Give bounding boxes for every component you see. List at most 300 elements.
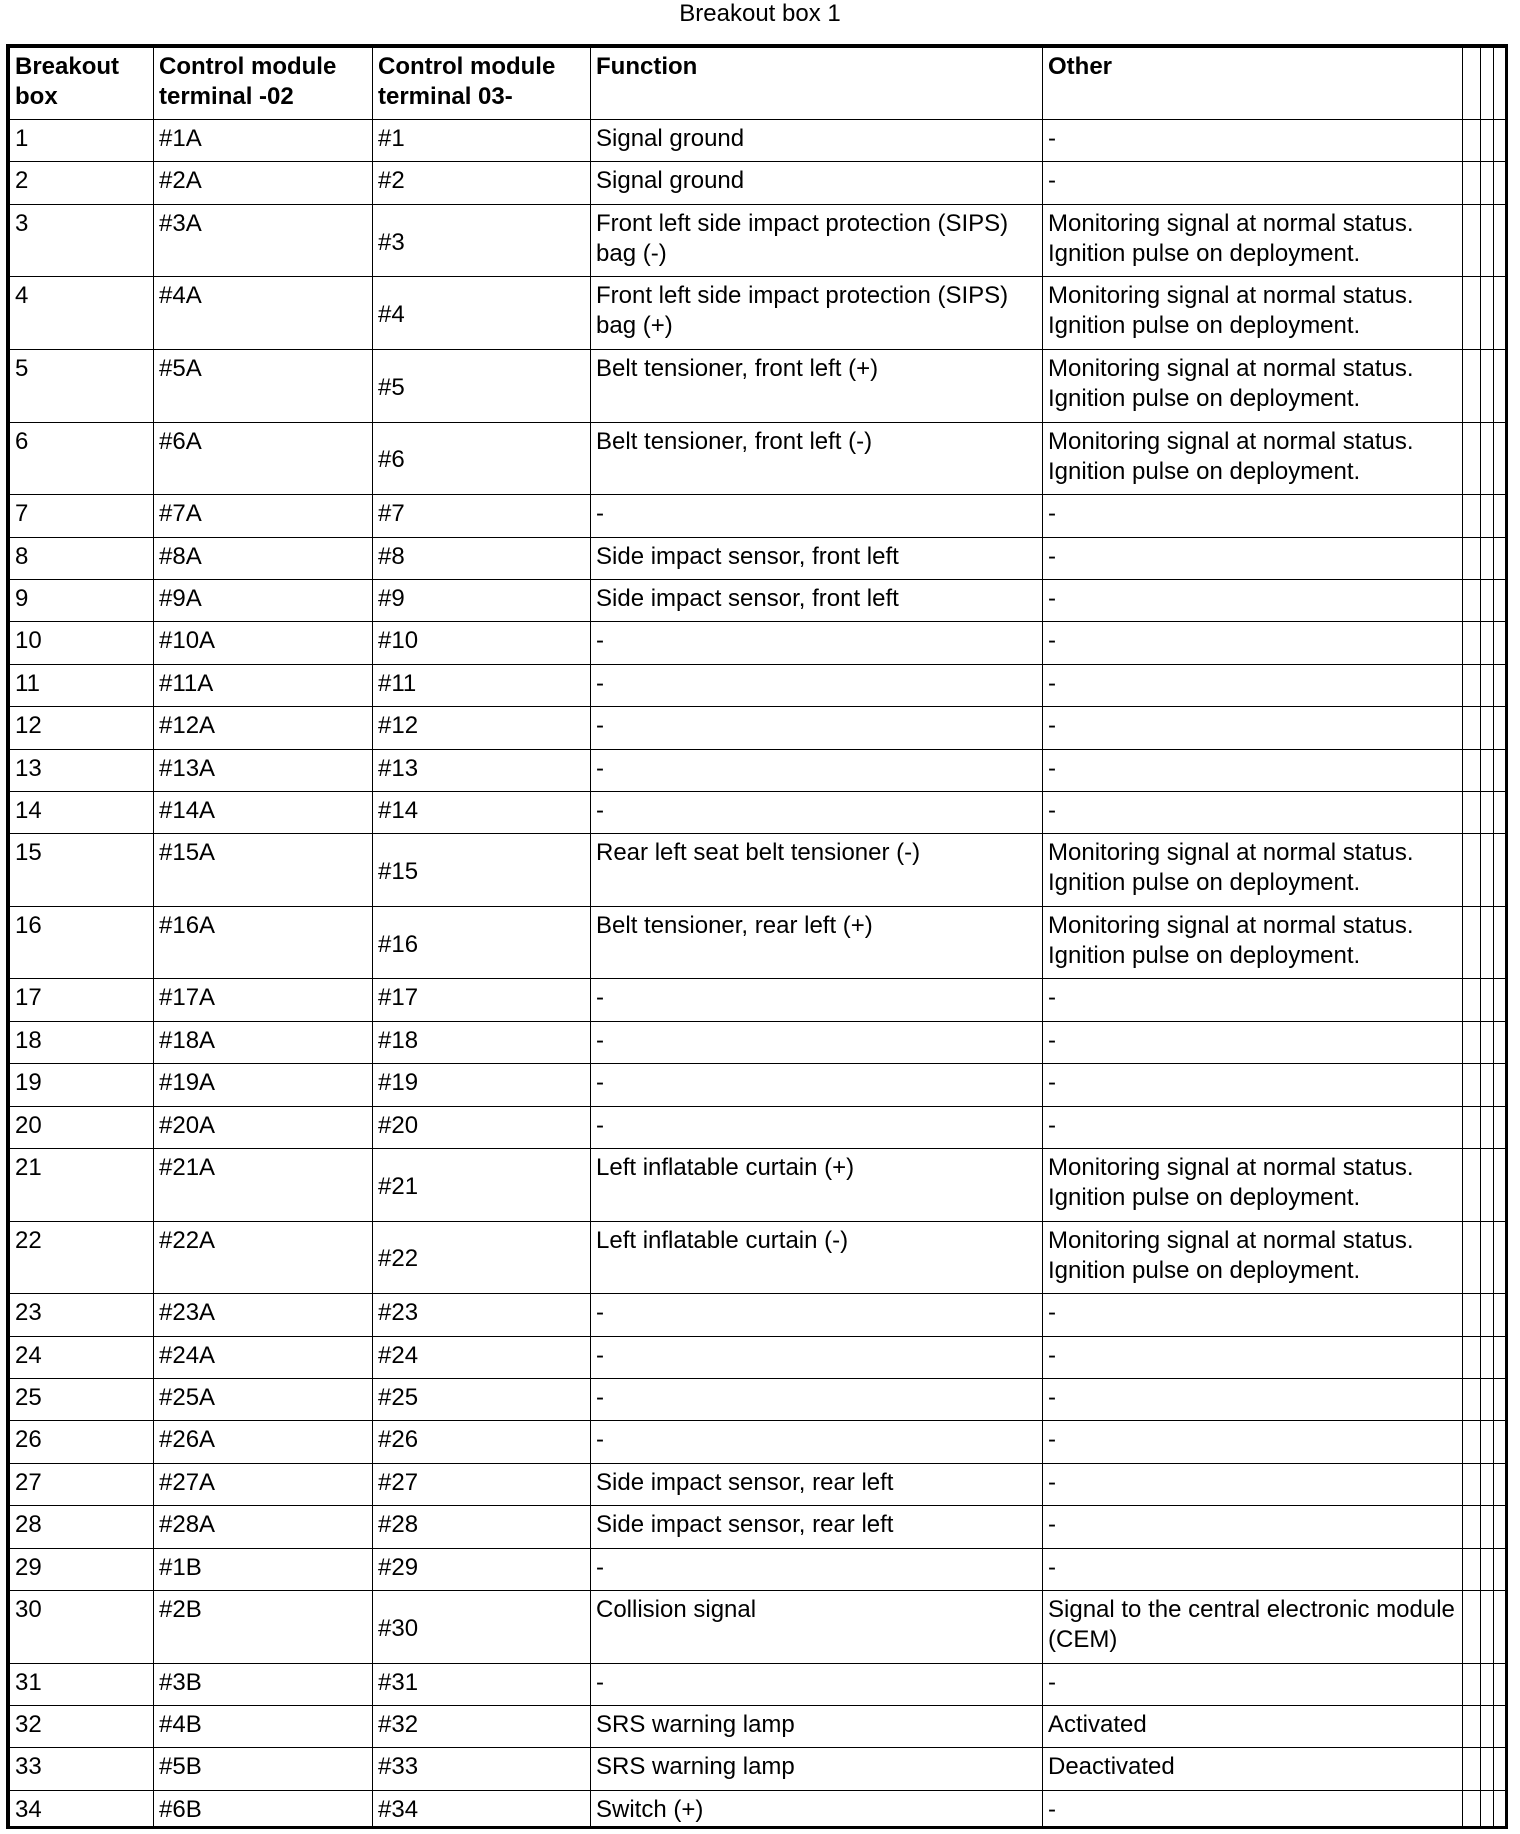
blank-cell [1481,1379,1494,1421]
cell-breakout-box: 15 [10,834,154,907]
blank-cell [1463,495,1481,537]
cell-function: - [591,1663,1043,1705]
table-row [10,277,1506,350]
blank-cell [1494,1548,1506,1590]
cell-other: Signal to the central electronic module (CEM) [1043,1590,1463,1663]
cell-terminal-03: #15 [373,834,591,907]
blank-cell [1463,1064,1481,1106]
cell-other: - [1043,979,1463,1021]
blank-cell [1481,162,1494,204]
cell-function: - [591,749,1043,791]
cell-terminal-03: #21 [373,1149,591,1222]
blank-cell [1494,1336,1506,1378]
blank-cell [1494,1021,1506,1063]
header-blank-column [1463,48,1481,120]
cell-function: Signal ground [591,162,1043,204]
cell-other: - [1043,791,1463,833]
cell-terminal-02: #25A [154,1379,373,1421]
cell-breakout-box: 33 [10,1748,154,1790]
cell-breakout-box: 29 [10,1548,154,1590]
cell-breakout-box: 31 [10,1663,154,1705]
cell-terminal-02: #26A [154,1421,373,1463]
cell-function: - [591,622,1043,664]
cell-terminal-03: #24 [373,1336,591,1378]
cell-terminal-03: #26 [373,1421,591,1463]
cell-function: - [591,1421,1043,1463]
cell-breakout-box: 22 [10,1221,154,1294]
cell-other: Deactivated [1043,1748,1463,1790]
blank-cell [1481,1748,1494,1790]
header-terminal-03: Control module terminal 03- [373,48,591,120]
blank-cell [1481,749,1494,791]
blank-cell [1481,1548,1494,1590]
table-row [10,1336,1506,1378]
cell-breakout-box: 12 [10,707,154,749]
cell-breakout-box: 3 [10,204,154,277]
cell-breakout-box: 4 [10,277,154,350]
cell-function: - [591,979,1043,1021]
cell-terminal-02: #6A [154,422,373,495]
blank-cell [1494,537,1506,579]
table-row [10,1548,1506,1590]
cell-function: - [591,495,1043,537]
table-row [10,834,1506,907]
cell-breakout-box: 21 [10,1149,154,1222]
cell-terminal-02: #8A [154,537,373,579]
breakout-table [9,47,1506,1829]
blank-cell [1494,1463,1506,1505]
cell-terminal-03: #18 [373,1021,591,1063]
header-other: Other [1043,48,1463,120]
cell-other: Monitoring signal at normal status. Ignition pulse on deployment. [1043,1221,1463,1294]
cell-terminal-02: #3A [154,204,373,277]
table-row [10,1421,1506,1463]
cell-terminal-03: #29 [373,1548,591,1590]
cell-terminal-02: #28A [154,1506,373,1548]
cell-function: - [591,1021,1043,1063]
cell-function: Left inflatable curtain (+) [591,1149,1043,1222]
blank-cell [1494,204,1506,277]
table-row [10,537,1506,579]
table-row [10,579,1506,621]
blank-cell [1481,1705,1494,1747]
blank-cell [1494,1221,1506,1294]
table-row [10,1106,1506,1148]
cell-terminal-03: #10 [373,622,591,664]
cell-terminal-03: #25 [373,1379,591,1421]
blank-cell [1494,422,1506,495]
cell-terminal-03: #27 [373,1463,591,1505]
blank-cell [1494,1705,1506,1747]
table-row [10,1790,1506,1829]
blank-cell [1463,1663,1481,1705]
table-row [10,1149,1506,1222]
blank-cell [1494,1590,1506,1663]
blank-cell [1494,1748,1506,1790]
blank-cell [1494,277,1506,350]
cell-function: SRS warning lamp [591,1705,1043,1747]
blank-cell [1494,1790,1506,1829]
blank-cell [1463,1294,1481,1336]
blank-cell [1463,1705,1481,1747]
blank-cell [1494,120,1506,162]
blank-cell [1463,1379,1481,1421]
cell-terminal-02: #5A [154,349,373,422]
blank-cell [1481,834,1494,907]
cell-breakout-box: 24 [10,1336,154,1378]
blank-cell [1463,1506,1481,1548]
cell-other: - [1043,1021,1463,1063]
cell-terminal-02: #23A [154,1294,373,1336]
blank-cell [1481,1663,1494,1705]
blank-cell [1481,204,1494,277]
blank-cell [1481,1294,1494,1336]
cell-terminal-03: #30 [373,1590,591,1663]
blank-cell [1463,1590,1481,1663]
cell-breakout-box: 7 [10,495,154,537]
cell-other: - [1043,162,1463,204]
cell-other: - [1043,1064,1463,1106]
blank-cell [1494,495,1506,537]
cell-breakout-box: 6 [10,422,154,495]
cell-other: - [1043,707,1463,749]
table-header-row [10,48,1506,120]
cell-terminal-02: #2A [154,162,373,204]
cell-function: Side impact sensor, rear left [591,1506,1043,1548]
cell-terminal-02: #1A [154,120,373,162]
blank-cell [1481,1463,1494,1505]
cell-other: - [1043,1421,1463,1463]
blank-cell [1494,579,1506,621]
blank-cell [1494,749,1506,791]
table-row [10,664,1506,706]
blank-cell [1463,277,1481,350]
cell-terminal-02: #17A [154,979,373,1021]
cell-terminal-02: #21A [154,1149,373,1222]
cell-function: Front left side impact protection (SIPS) bag (+) [591,277,1043,350]
table-row [10,204,1506,277]
cell-breakout-box: 32 [10,1705,154,1747]
cell-breakout-box: 23 [10,1294,154,1336]
table-row [10,1379,1506,1421]
cell-other: - [1043,1379,1463,1421]
cell-function: - [591,1294,1043,1336]
cell-other: - [1043,664,1463,706]
header-function: Function [591,48,1043,120]
blank-cell [1463,834,1481,907]
cell-terminal-03: #11 [373,664,591,706]
cell-breakout-box: 18 [10,1021,154,1063]
blank-cell [1494,1064,1506,1106]
blank-cell [1481,495,1494,537]
cell-breakout-box: 27 [10,1463,154,1505]
cell-terminal-02: #24A [154,1336,373,1378]
table-row [10,1463,1506,1505]
cell-function: Side impact sensor, rear left [591,1463,1043,1505]
cell-other: Monitoring signal at normal status. Ignition pulse on deployment. [1043,277,1463,350]
table-row [10,349,1506,422]
blank-cell [1481,664,1494,706]
cell-terminal-02: #14A [154,791,373,833]
cell-terminal-03: #5 [373,349,591,422]
blank-cell [1463,906,1481,979]
cell-breakout-box: 20 [10,1106,154,1148]
table-row [10,1705,1506,1747]
cell-function: Belt tensioner, front left (-) [591,422,1043,495]
blank-cell [1463,622,1481,664]
cell-breakout-box: 34 [10,1790,154,1829]
blank-cell [1481,707,1494,749]
blank-cell [1463,979,1481,1021]
blank-cell [1481,1149,1494,1222]
cell-breakout-box: 19 [10,1064,154,1106]
table-row [10,1064,1506,1106]
header-terminal-02: Control module terminal -02 [154,48,373,120]
cell-other: - [1043,1790,1463,1829]
blank-cell [1463,749,1481,791]
blank-cell [1481,1506,1494,1548]
blank-cell [1481,1590,1494,1663]
blank-cell [1481,1021,1494,1063]
cell-terminal-03: #22 [373,1221,591,1294]
cell-function: Collision signal [591,1590,1043,1663]
cell-other: - [1043,1463,1463,1505]
cell-terminal-03: #32 [373,1705,591,1747]
table-row [10,422,1506,495]
blank-cell [1463,349,1481,422]
cell-function: Side impact sensor, front left [591,537,1043,579]
cell-function: - [591,1336,1043,1378]
cell-terminal-02: #12A [154,707,373,749]
cell-other: Monitoring signal at normal status. Ignition pulse on deployment. [1043,906,1463,979]
header-blank-column [1494,48,1506,120]
blank-cell [1463,120,1481,162]
cell-breakout-box: 13 [10,749,154,791]
cell-breakout-box: 2 [10,162,154,204]
cell-other: - [1043,1336,1463,1378]
cell-terminal-02: #4A [154,277,373,350]
blank-cell [1494,979,1506,1021]
cell-terminal-03: #31 [373,1663,591,1705]
cell-terminal-02: #1B [154,1548,373,1590]
cell-breakout-box: 28 [10,1506,154,1548]
blank-cell [1463,1106,1481,1148]
cell-breakout-box: 14 [10,791,154,833]
cell-function: SRS warning lamp [591,1748,1043,1790]
cell-terminal-02: #27A [154,1463,373,1505]
cell-terminal-03: #9 [373,579,591,621]
cell-breakout-box: 25 [10,1379,154,1421]
cell-terminal-02: #5B [154,1748,373,1790]
table-row [10,707,1506,749]
blank-cell [1463,1021,1481,1063]
cell-other: - [1043,495,1463,537]
blank-cell [1463,791,1481,833]
blank-cell [1494,622,1506,664]
table-row [10,1663,1506,1705]
cell-terminal-03: #13 [373,749,591,791]
blank-cell [1494,707,1506,749]
header-blank-column [1481,48,1494,120]
cell-terminal-02: #22A [154,1221,373,1294]
blank-cell [1481,120,1494,162]
blank-cell [1463,664,1481,706]
blank-cell [1494,906,1506,979]
cell-terminal-03: #23 [373,1294,591,1336]
table-row [10,1506,1506,1548]
table-row [10,120,1506,162]
blank-cell [1494,1506,1506,1548]
header-breakout-box: Breakout box [10,48,154,120]
blank-cell [1481,422,1494,495]
cell-terminal-03: #34 [373,1790,591,1829]
table-row [10,791,1506,833]
blank-cell [1481,791,1494,833]
blank-cell [1494,1294,1506,1336]
cell-terminal-02: #19A [154,1064,373,1106]
table-row [10,749,1506,791]
cell-function: Front left side impact protection (SIPS) bag (-) [591,204,1043,277]
blank-cell [1494,349,1506,422]
blank-cell [1463,1463,1481,1505]
cell-other: Monitoring signal at normal status. Ignition pulse on deployment. [1043,349,1463,422]
cell-terminal-02: #15A [154,834,373,907]
blank-cell [1481,979,1494,1021]
cell-function: Belt tensioner, front left (+) [591,349,1043,422]
blank-cell [1494,1663,1506,1705]
cell-terminal-02: #10A [154,622,373,664]
breakout-table-frame [6,44,1508,1829]
table-row [10,979,1506,1021]
cell-terminal-03: #16 [373,906,591,979]
blank-cell [1463,1748,1481,1790]
blank-cell [1463,1336,1481,1378]
blank-cell [1481,1790,1494,1829]
blank-cell [1481,579,1494,621]
blank-cell [1494,1379,1506,1421]
cell-other: - [1043,1663,1463,1705]
cell-other: - [1043,579,1463,621]
table-row [10,1221,1506,1294]
cell-terminal-02: #7A [154,495,373,537]
cell-other: Monitoring signal at normal status. Ignition pulse on deployment. [1043,1149,1463,1222]
blank-cell [1463,204,1481,277]
cell-breakout-box: 10 [10,622,154,664]
cell-breakout-box: 1 [10,120,154,162]
cell-other: - [1043,1294,1463,1336]
cell-terminal-02: #3B [154,1663,373,1705]
blank-cell [1494,1106,1506,1148]
cell-terminal-02: #13A [154,749,373,791]
blank-cell [1494,1149,1506,1222]
blank-cell [1494,1421,1506,1463]
table-row [10,1021,1506,1063]
table-row [10,495,1506,537]
cell-function: - [591,1548,1043,1590]
cell-other: - [1043,749,1463,791]
cell-other: Monitoring signal at normal status. Ignition pulse on deployment. [1043,834,1463,907]
cell-breakout-box: 16 [10,906,154,979]
cell-terminal-02: #11A [154,664,373,706]
cell-terminal-03: #14 [373,791,591,833]
table-row [10,1590,1506,1663]
blank-cell [1481,1421,1494,1463]
cell-function: - [591,1379,1043,1421]
table-body [10,120,1506,1830]
blank-cell [1463,1548,1481,1590]
page-title: Breakout box 1 [679,0,841,27]
cell-terminal-03: #3 [373,204,591,277]
cell-other: Monitoring signal at normal status. Ignition pulse on deployment. [1043,204,1463,277]
cell-terminal-03: #19 [373,1064,591,1106]
table-row [10,906,1506,979]
cell-function: Signal ground [591,120,1043,162]
table-row [10,1294,1506,1336]
blank-cell [1463,1221,1481,1294]
blank-cell [1481,906,1494,979]
blank-cell [1463,422,1481,495]
cell-function: Left inflatable curtain (-) [591,1221,1043,1294]
blank-cell [1481,1221,1494,1294]
cell-terminal-02: #20A [154,1106,373,1148]
blank-cell [1481,277,1494,350]
table-row [10,162,1506,204]
cell-function: - [591,791,1043,833]
blank-cell [1494,834,1506,907]
blank-cell [1494,791,1506,833]
cell-function: Switch (+) [591,1790,1043,1829]
cell-terminal-03: #33 [373,1748,591,1790]
blank-cell [1494,664,1506,706]
cell-breakout-box: 30 [10,1590,154,1663]
cell-other: - [1043,1548,1463,1590]
table-row [10,1748,1506,1790]
cell-breakout-box: 8 [10,537,154,579]
cell-breakout-box: 5 [10,349,154,422]
cell-other: - [1043,1106,1463,1148]
cell-function: - [591,1106,1043,1148]
blank-cell [1481,1064,1494,1106]
blank-cell [1463,579,1481,621]
cell-other: - [1043,1506,1463,1548]
cell-function: - [591,1064,1043,1106]
cell-terminal-03: #17 [373,979,591,1021]
cell-terminal-03: #7 [373,495,591,537]
cell-other: Activated [1043,1705,1463,1747]
blank-cell [1463,1149,1481,1222]
cell-terminal-03: #12 [373,707,591,749]
blank-cell [1463,537,1481,579]
cell-function: Belt tensioner, rear left (+) [591,906,1043,979]
cell-terminal-03: #6 [373,422,591,495]
cell-other: - [1043,537,1463,579]
cell-terminal-02: #2B [154,1590,373,1663]
blank-cell [1463,162,1481,204]
blank-cell [1463,707,1481,749]
table-row [10,622,1506,664]
cell-terminal-02: #16A [154,906,373,979]
cell-terminal-02: #9A [154,579,373,621]
blank-cell [1481,1106,1494,1148]
cell-terminal-03: #28 [373,1506,591,1548]
cell-terminal-02: #4B [154,1705,373,1747]
cell-function: - [591,664,1043,706]
blank-cell [1481,537,1494,579]
blank-cell [1481,349,1494,422]
blank-cell [1463,1790,1481,1829]
blank-cell [1481,622,1494,664]
cell-terminal-02: #18A [154,1021,373,1063]
